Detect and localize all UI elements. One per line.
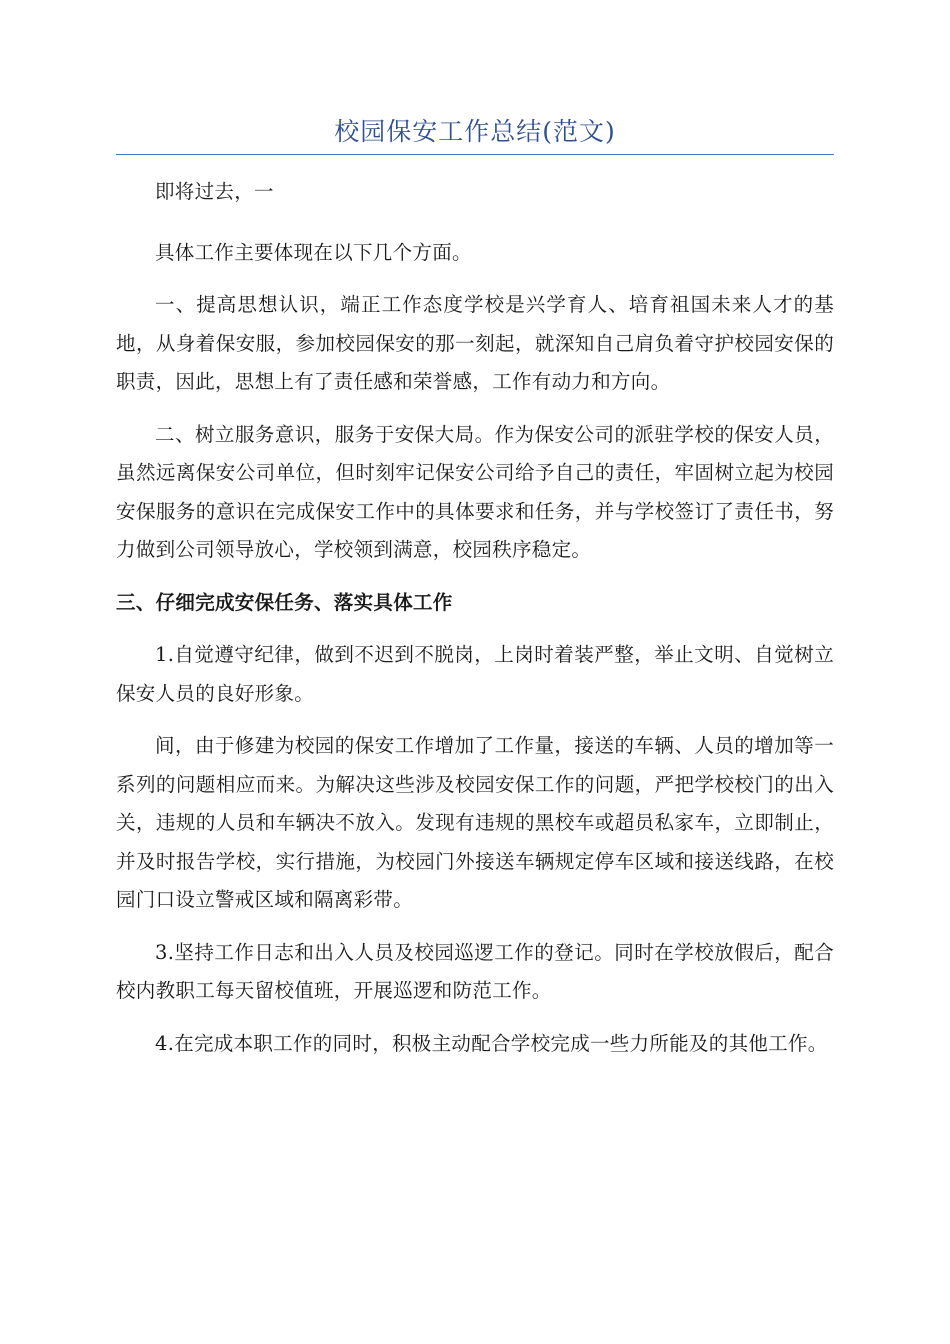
section-3-heading: 三、仔细完成安保任务、落实具体工作 bbox=[116, 590, 453, 614]
item-4-paragraph: 4.在完成本职工作的同时，积极主动配合学校完成一些力所能及的其他工作。 bbox=[155, 1031, 828, 1055]
item-2-paragraph: 间，由于修建为校园的保安工作增加了工作量，接送的车辆、人员的增加等一系列的问题相应而来。为解决这些涉及校园安保工作的问题，严把学校校门的出入关，违规的人员和车辆决不放入。发现有违规的黑校车或超员私家车，立即制止，并及时报告学校，实行措施，为校园门外接送车辆规定停车区域和接送线路，在校园门口设立警戒区域和隔离彩带。 bbox=[116, 734, 834, 911]
title-underline bbox=[116, 154, 834, 155]
item-1-paragraph: 1.自觉遵守纪律，做到不迟到不脱岗，上岗时着装严整，举止文明、自觉树立保安人员的良好形象。 bbox=[116, 643, 834, 705]
document-page bbox=[116, 112, 834, 1077]
overview-paragraph: 具体工作主要体现在以下几个方面。 bbox=[155, 240, 472, 264]
section-1-paragraph: 一、提高思想认识，端正工作态度学校是兴学育人、培育祖国未来人才的基地，从身着保安服，参加校园保安的那一刻起，就深知自己肩负着守护校园安保的职责，因此，思想上有了责任感和荣誉感，工作有动力和方向。 bbox=[116, 293, 834, 393]
document-title: 校园保安工作总结(范文) bbox=[334, 117, 616, 146]
section-2-paragraph: 二、树立服务意识，服务于安保大局。作为保安公司的派驻学校的保安人员，虽然远离保安公司单位，但时刻牢记保安公司给予自己的责任，牢固树立起为校园安保服务的意识在完成保安工作中的具体要求和任务，并与学校签订了责任书，努力做到公司领导放心，学校领到满意，校园秩序稳定。 bbox=[116, 422, 834, 561]
item-3-paragraph: 3.坚持工作日志和出入人员及校园巡逻工作的登记。同时在学校放假后，配合校内教职工每天留校值班，开展巡逻和防范工作。 bbox=[116, 940, 834, 1002]
intro-paragraph: 即将过去，一 bbox=[155, 180, 274, 203]
